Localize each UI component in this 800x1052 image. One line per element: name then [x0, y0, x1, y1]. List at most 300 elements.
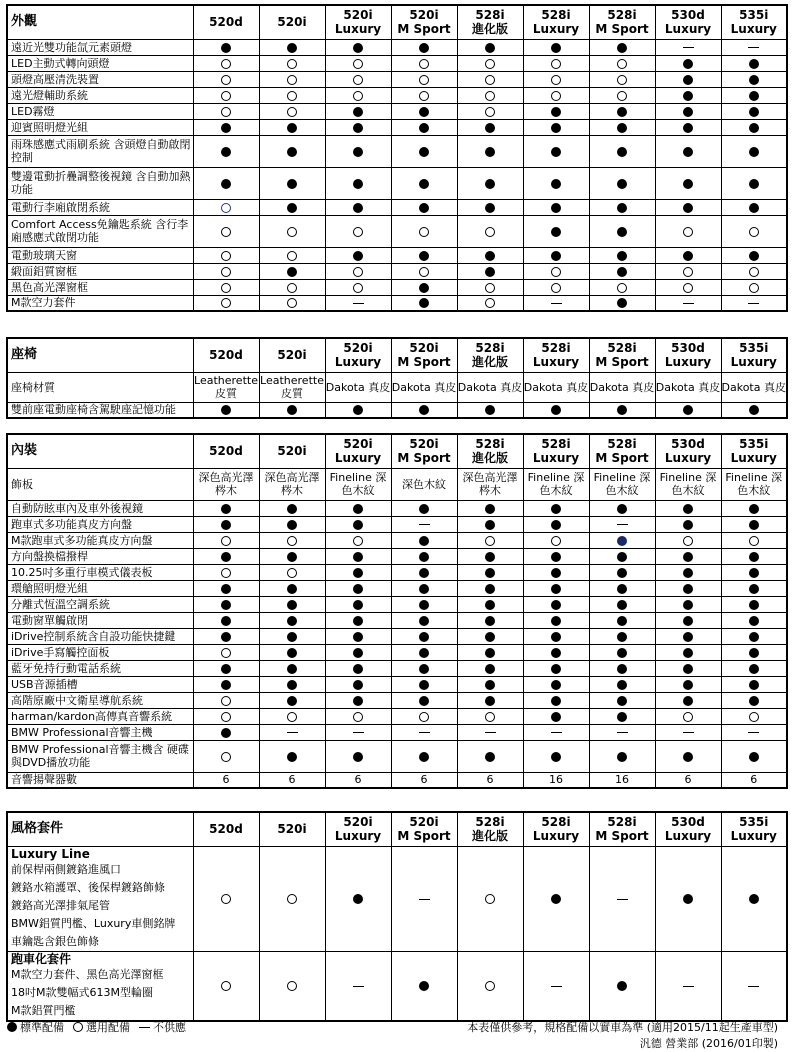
filled-circle-icon: [683, 568, 693, 578]
value-cell: [259, 628, 325, 644]
value-cell: [589, 740, 655, 772]
value-cell: [457, 580, 523, 596]
value-cell: [325, 628, 391, 644]
table-row: [7, 55, 787, 71]
filled-circle-icon: [683, 520, 693, 530]
section-title: 座椅: [7, 338, 193, 372]
filled-circle-icon: [485, 405, 495, 415]
value-cell: [391, 71, 457, 87]
dash-icon: [419, 732, 430, 733]
value-cell: [721, 548, 787, 564]
value-cell: [589, 135, 655, 167]
filled-circle-icon: [683, 179, 693, 189]
filled-circle-icon: [683, 251, 693, 261]
filled-circle-icon: [683, 59, 693, 69]
table-row: [7, 846, 787, 951]
empty-circle-icon: [485, 75, 495, 85]
filled-circle-icon: [419, 648, 429, 658]
model-name: 520i: [277, 822, 307, 837]
table-row: [7, 644, 787, 660]
filled-circle-icon: [749, 203, 759, 213]
filled-circle-icon: [683, 648, 693, 658]
filled-circle-icon: [485, 568, 495, 578]
table-row: [7, 402, 787, 418]
filled-circle-icon: [353, 552, 363, 562]
filled-circle-icon: [419, 123, 429, 133]
filled-circle-icon: [221, 520, 231, 530]
filled-circle-icon: [617, 504, 627, 514]
filled-circle-icon: [221, 616, 231, 626]
value-cell: [391, 468, 457, 500]
value-cell: [259, 468, 325, 500]
value-cell: [589, 500, 655, 516]
value-cell: [721, 772, 787, 788]
value-cell: [721, 612, 787, 628]
filled-circle-icon: [485, 648, 495, 658]
model-header: [193, 5, 259, 39]
filled-circle-icon: [221, 728, 231, 738]
value-cell: [721, 103, 787, 119]
feature-label: 黑色高光澤窗框: [7, 279, 193, 295]
value-cell: [259, 676, 325, 692]
model-header: [391, 812, 457, 846]
filled-circle-icon: [617, 584, 627, 594]
feature-label: 藍牙免持行動電話系統: [7, 660, 193, 676]
empty-circle-icon: [551, 59, 561, 69]
value-cell: [193, 167, 259, 199]
value-cell: [457, 532, 523, 548]
model-trim: Luxury: [532, 451, 580, 466]
value-cell: [655, 103, 721, 119]
value-cell: [457, 87, 523, 103]
filled-circle-icon: [749, 405, 759, 415]
model-header: [523, 338, 589, 372]
feature-label: BMW Professional音響主機含 硬碟與DVD播放功能: [7, 740, 193, 772]
value-cell: [655, 724, 721, 740]
value-cell: [589, 247, 655, 263]
value-cell: [655, 740, 721, 772]
spec-table-1: [6, 337, 788, 419]
value-text: 6: [750, 773, 758, 787]
value-cell: [589, 951, 655, 1021]
value-cell: [655, 119, 721, 135]
filled-circle-icon: [287, 680, 297, 690]
value-cell: [193, 500, 259, 516]
value-cell: [721, 580, 787, 596]
model-name: 528i: [541, 8, 571, 23]
feature-label: 10.25吋多重行車模式儀表板: [7, 564, 193, 580]
filled-circle-icon: [353, 632, 363, 642]
dash-icon: [683, 47, 694, 48]
value-cell: [325, 676, 391, 692]
dash-icon: [617, 732, 628, 733]
value-cell: [193, 87, 259, 103]
model-header: [589, 434, 655, 468]
value-cell: [259, 548, 325, 564]
value-cell: [457, 516, 523, 532]
value-cell: [523, 468, 589, 500]
model-name: 520i: [409, 437, 439, 452]
value-cell: [391, 295, 457, 311]
empty-circle-icon: [551, 91, 561, 101]
empty-circle-icon: [617, 283, 627, 293]
filled-circle-icon: [683, 107, 693, 117]
value-cell: [457, 247, 523, 263]
empty-circle-icon: [683, 712, 693, 722]
filled-circle-icon: [353, 648, 363, 658]
filled-circle-icon: [749, 894, 759, 904]
value-cell: [259, 564, 325, 580]
model-header: [259, 434, 325, 468]
model-name: 520d: [209, 15, 243, 30]
value-cell: [589, 103, 655, 119]
filled-circle-icon: [683, 123, 693, 133]
model-name: 528i: [541, 815, 571, 830]
value-cell: [457, 548, 523, 564]
model-trim: M Sport: [397, 829, 451, 844]
value-cell: [721, 532, 787, 548]
table-row: [7, 532, 787, 548]
filled-circle-icon: [617, 267, 627, 277]
model-name: 520i: [277, 348, 307, 363]
value-cell: [259, 199, 325, 215]
empty-circle-icon: [353, 267, 363, 277]
value-cell: [721, 263, 787, 279]
value-cell: [259, 596, 325, 612]
model-name: 520i: [343, 815, 373, 830]
value-text: Fineline 深色木紋: [659, 471, 717, 497]
filled-circle-icon: [287, 405, 297, 415]
filled-circle-icon: [551, 664, 561, 674]
value-cell: [325, 279, 391, 295]
spec-table-0: [6, 4, 788, 312]
spec-table-3: [6, 811, 788, 1022]
value-cell: [523, 372, 589, 402]
model-name: 530d: [671, 341, 705, 356]
empty-circle-icon: [419, 75, 429, 85]
value-cell: [523, 548, 589, 564]
empty-circle-icon: [221, 712, 231, 722]
value-cell: [193, 119, 259, 135]
value-cell: [457, 71, 523, 87]
model-header: [655, 434, 721, 468]
value-cell: [523, 295, 589, 311]
filled-circle-icon: [287, 664, 297, 674]
value-cell: [259, 372, 325, 402]
value-cell: [391, 708, 457, 724]
filled-circle-icon: [749, 632, 759, 642]
dash-icon: [748, 732, 759, 733]
value-cell: [193, 532, 259, 548]
model-name: 535i: [739, 437, 769, 452]
empty-circle-icon: [485, 536, 495, 546]
value-cell: [391, 612, 457, 628]
value-cell: [391, 628, 457, 644]
value-cell: [391, 676, 457, 692]
value-cell: [523, 500, 589, 516]
model-header: [655, 338, 721, 372]
value-cell: [325, 500, 391, 516]
filled-circle-icon: [419, 552, 429, 562]
filled-circle-icon: [551, 680, 561, 690]
value-cell: [589, 596, 655, 612]
filled-circle-icon: [617, 147, 627, 157]
filled-circle-icon: [419, 283, 429, 293]
value-cell: [457, 846, 523, 951]
filled-circle-icon: [221, 680, 231, 690]
empty-circle-icon: [419, 227, 429, 237]
value-cell: [655, 135, 721, 167]
value-text: 深色高光澤 梣木: [198, 471, 254, 497]
value-cell: [655, 772, 721, 788]
value-cell: [523, 71, 589, 87]
feature-label: USB音源插槽: [7, 676, 193, 692]
empty-circle-icon: [353, 75, 363, 85]
table-row: [7, 468, 787, 500]
filled-circle-icon: [617, 752, 627, 762]
value-cell: [589, 263, 655, 279]
filled-circle-icon: [551, 107, 561, 117]
value-cell: [589, 279, 655, 295]
value-cell: [523, 596, 589, 612]
feature-label: 電動玻璃天窗: [7, 247, 193, 263]
value-cell: [325, 846, 391, 951]
feature-label: BMW Professional音響主機: [7, 724, 193, 740]
value-cell: [325, 692, 391, 708]
model-header: [391, 5, 457, 39]
value-cell: [589, 692, 655, 708]
filled-circle-icon: [485, 147, 495, 157]
value-cell: [325, 55, 391, 71]
table-row: [7, 215, 787, 247]
table-row: [7, 247, 787, 263]
empty-circle-icon: [287, 298, 297, 308]
table-row: [7, 628, 787, 644]
value-cell: [721, 39, 787, 55]
table-row: [7, 167, 787, 199]
filled-circle-icon: [353, 752, 363, 762]
model-header: [589, 338, 655, 372]
value-cell: [457, 55, 523, 71]
value-cell: [589, 772, 655, 788]
model-name: 528i: [607, 437, 637, 452]
value-cell: [325, 295, 391, 311]
filled-circle-icon: [419, 981, 429, 991]
disclaimer-note: 本表僅供參考，規格配備以實車為準 (適用2015/11起生產車型): [467, 1021, 778, 1034]
filled-circle-icon: [485, 584, 495, 594]
value-cell: [391, 87, 457, 103]
value-cell: [259, 516, 325, 532]
value-cell: [325, 564, 391, 580]
value-cell: [457, 103, 523, 119]
value-text: Dakota 真皮: [457, 380, 523, 394]
filled-circle-icon: [419, 616, 429, 626]
value-cell: [391, 103, 457, 119]
filled-circle-icon: [419, 632, 429, 642]
filled-circle-icon: [551, 696, 561, 706]
empty-circle-icon: [683, 283, 693, 293]
dash-icon: [551, 303, 562, 304]
filled-circle-icon: [221, 600, 231, 610]
filled-circle-icon: [551, 405, 561, 415]
model-name: 528i: [475, 341, 505, 356]
value-cell: [523, 951, 589, 1021]
empty-circle-icon: [221, 283, 231, 293]
empty-circle-icon: [617, 59, 627, 69]
table-row: [7, 596, 787, 612]
value-cell: [259, 167, 325, 199]
value-cell: [325, 135, 391, 167]
value-cell: [457, 951, 523, 1021]
value-text: Fineline 深色木紋: [593, 471, 651, 497]
filled-circle-icon: [749, 59, 759, 69]
filled-circle-icon: [617, 600, 627, 610]
value-cell: [655, 644, 721, 660]
value-cell: [655, 548, 721, 564]
value-cell: [523, 167, 589, 199]
model-trim: Luxury: [664, 451, 712, 466]
filled-circle-icon: [551, 227, 561, 237]
value-cell: [193, 295, 259, 311]
value-text: 16: [615, 773, 629, 787]
value-text: Dakota 真皮: [523, 380, 589, 394]
dash-icon: [683, 732, 694, 733]
model-trim: Luxury: [730, 355, 777, 370]
filled-circle-icon: [683, 664, 693, 674]
filled-circle-icon: [749, 147, 759, 157]
dash-icon: [617, 899, 628, 900]
filled-circle-icon: [683, 680, 693, 690]
filled-circle-icon: [683, 600, 693, 610]
feature-label: 迎賓照明燈光組: [7, 119, 193, 135]
filled-circle-icon: [353, 894, 363, 904]
value-text: Fineline 深色木紋: [527, 471, 585, 497]
empty-circle-icon: [287, 981, 297, 991]
model-trim: Luxury: [730, 22, 777, 37]
value-cell: [193, 772, 259, 788]
filled-circle-icon: [287, 43, 297, 53]
value-cell: [259, 951, 325, 1021]
filled-circle-icon: [221, 179, 231, 189]
value-cell: [259, 692, 325, 708]
value-cell: [589, 119, 655, 135]
empty-circle-icon: [221, 696, 231, 706]
table-row: [7, 39, 787, 55]
package-cell: [7, 951, 193, 1021]
filled-circle-icon: [551, 203, 561, 213]
empty-circle-icon: [683, 227, 693, 237]
value-cell: [655, 87, 721, 103]
filled-circle-icon: [485, 632, 495, 642]
value-cell: [655, 676, 721, 692]
value-cell: [325, 740, 391, 772]
filled-circle-icon: [683, 504, 693, 514]
model-header: [457, 434, 523, 468]
empty-circle-icon: [221, 752, 231, 762]
value-cell: [259, 612, 325, 628]
package-cell: [7, 846, 193, 951]
value-cell: [259, 215, 325, 247]
value-cell: [457, 596, 523, 612]
feature-label: 飾板: [7, 468, 193, 500]
package-item: 前保桿兩側鍍鉻進風口: [11, 862, 121, 876]
filled-circle-icon: [485, 664, 495, 674]
filled-circle-icon: [287, 584, 297, 594]
value-cell: [589, 468, 655, 500]
model-header: [523, 5, 589, 39]
value-cell: [589, 676, 655, 692]
value-cell: [589, 628, 655, 644]
model-name: 528i: [475, 8, 505, 23]
empty-circle-icon: [353, 712, 363, 722]
value-cell: [655, 402, 721, 418]
filled-circle-icon: [617, 298, 627, 308]
filled-circle-icon: [419, 203, 429, 213]
feature-label: 電動行李廂啟閉系統: [7, 199, 193, 215]
empty-circle-icon: [749, 712, 759, 722]
model-trim: Luxury: [730, 451, 777, 466]
model-header: [589, 5, 655, 39]
feature-label: 座椅材質: [7, 372, 193, 402]
value-cell: [589, 87, 655, 103]
value-cell: [523, 516, 589, 532]
model-trim: Luxury: [664, 22, 712, 37]
model-trim: Luxury: [664, 829, 712, 844]
model-header: [721, 812, 787, 846]
value-cell: [193, 628, 259, 644]
filled-circle-icon: [221, 664, 231, 674]
value-cell: [589, 167, 655, 199]
value-cell: [721, 676, 787, 692]
empty-circle-icon: [287, 251, 297, 261]
value-text: Fineline 深色木紋: [329, 471, 387, 497]
value-cell: [391, 39, 457, 55]
filled-circle-icon: [419, 251, 429, 261]
value-cell: [325, 580, 391, 596]
value-cell: [589, 295, 655, 311]
filled-circle-icon: [617, 981, 627, 991]
model-name: 530d: [671, 815, 705, 830]
filled-circle-icon: [485, 680, 495, 690]
value-cell: [523, 87, 589, 103]
empty-circle-icon: [749, 536, 759, 546]
value-cell: [391, 247, 457, 263]
value-cell: [259, 402, 325, 418]
value-cell: [721, 279, 787, 295]
value-cell: [325, 724, 391, 740]
value-cell: [391, 402, 457, 418]
model-trim: Luxury: [730, 829, 777, 844]
value-cell: [589, 39, 655, 55]
model-trim: Luxury: [334, 355, 382, 370]
value-text: Dakota 真皮: [391, 380, 457, 394]
filled-circle-icon: [617, 227, 627, 237]
value-cell: [589, 55, 655, 71]
dash-icon: [551, 732, 562, 733]
value-cell: [391, 548, 457, 564]
filled-circle-icon: [617, 568, 627, 578]
dash-icon: [139, 1027, 150, 1028]
value-cell: [325, 402, 391, 418]
value-cell: [457, 564, 523, 580]
table-row: [7, 199, 787, 215]
table-row: [7, 580, 787, 596]
value-cell: [457, 772, 523, 788]
model-header: [457, 338, 523, 372]
value-cell: [391, 660, 457, 676]
value-cell: [721, 724, 787, 740]
model-header: [721, 434, 787, 468]
